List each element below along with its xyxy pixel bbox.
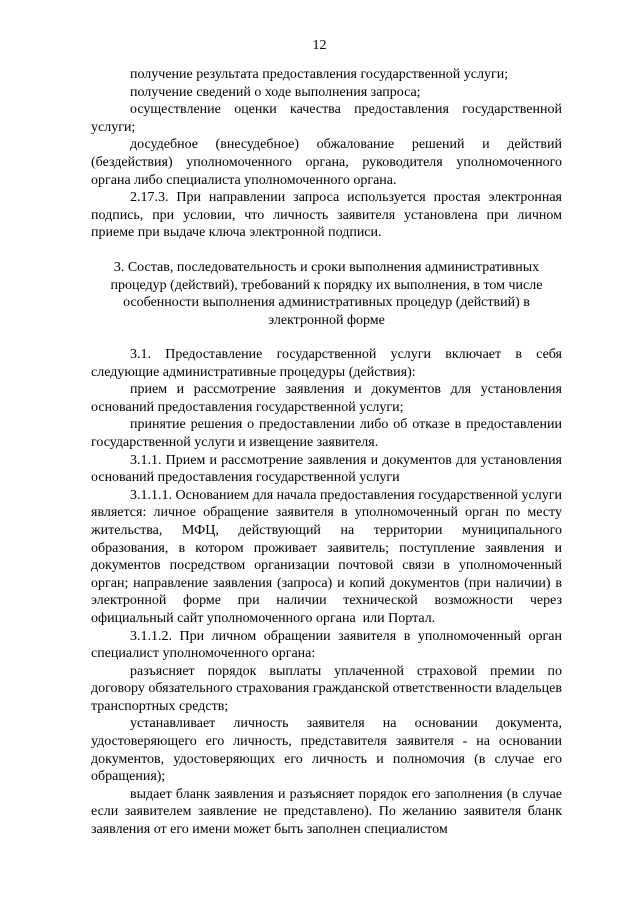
paragraph: разъясняет порядок выплаты уплаченной страховой премии по договору обязательного страхования гражданской ответственности владельцев транспортных средств; (91, 663, 566, 714)
paragraph: прием и рассмотрение заявления и документов для установления оснований предоставления государственной услуги; (91, 382, 566, 415)
paragraph: получение сведений о ходе выполнения запроса; (130, 84, 421, 100)
paragraph: 3.1.1.2. При личном обращении заявителя в уполномоченный орган специалист уполномоченного органа: (91, 628, 566, 662)
paragraph: выдает бланк заявления и разъясняет порядок его заполнения (в случае если заявителем заявление не представлено). По желанию заявителя бланк заявления от его имени может быть заполнен специалистом (91, 786, 566, 838)
paragraph: получение результата предоставления государственной услуги; (130, 67, 509, 82)
text-block-top (91, 66, 566, 242)
section-heading-line: электронной форме (268, 312, 385, 328)
page-number: 12 (312, 38, 327, 53)
section-heading (91, 259, 562, 329)
paragraph: принятие решения о предоставлении либо об отказе в предоставлении государственной услуги и извещение заявителя. (91, 417, 566, 450)
text-block-main (91, 346, 566, 839)
section-heading-line: процедур (действий), требований к порядку их выполнения, в том числе (110, 277, 543, 293)
section-heading-line: особенности выполнения административных процедур (действий) в (123, 295, 530, 311)
section-heading-line: 3. Состав, последовательность и сроки выполнения административных (113, 260, 540, 275)
paragraph: 3.1.1.1. Основанием для начала предоставления государственной услуги является: личное обращение заявителя в уполномоченный орган по месту жительства, МФЦ, действующий на территории муниципального образования, в котором проживает заявитель; поступление заявления и документов посредством организации почтовой связи в уполномоченный орган; направление заявления (запроса) и копий документов (при наличии) в электронной форме при наличии технической возможности через официальный сайт уполномоченного органа или Портал. (91, 487, 566, 626)
paragraph: 3.1.1. Прием и рассмотрение заявления и документов для установления оснований предоставления государственной услуги (91, 452, 566, 486)
paragraph: 2.17.3. При направлении запроса используется простая электронная подпись, при условии, что личность заявителя установлена при личном приеме при выдаче ключа электронной подписи. (91, 190, 566, 241)
paragraph: досудебное (внесудебное) обжалование решений и действий (бездействия) уполномоченного органа, руководителя уполномоченного органа либо специалиста уполномоченного органа. (91, 137, 566, 188)
paragraph: устанавливает личность заявителя на основании документа, удостоверяющего его личность, представителя заявителя - на основании документов, удостоверяющих его личность и полномочия (в случае его обращения); (91, 716, 566, 785)
paragraph: осуществление оценки качества предоставления государственной услуги; (91, 102, 566, 135)
paragraph: 3.1. Предоставление государственной услуги включает в себя следующие административные процедуры (действия): (91, 347, 566, 380)
